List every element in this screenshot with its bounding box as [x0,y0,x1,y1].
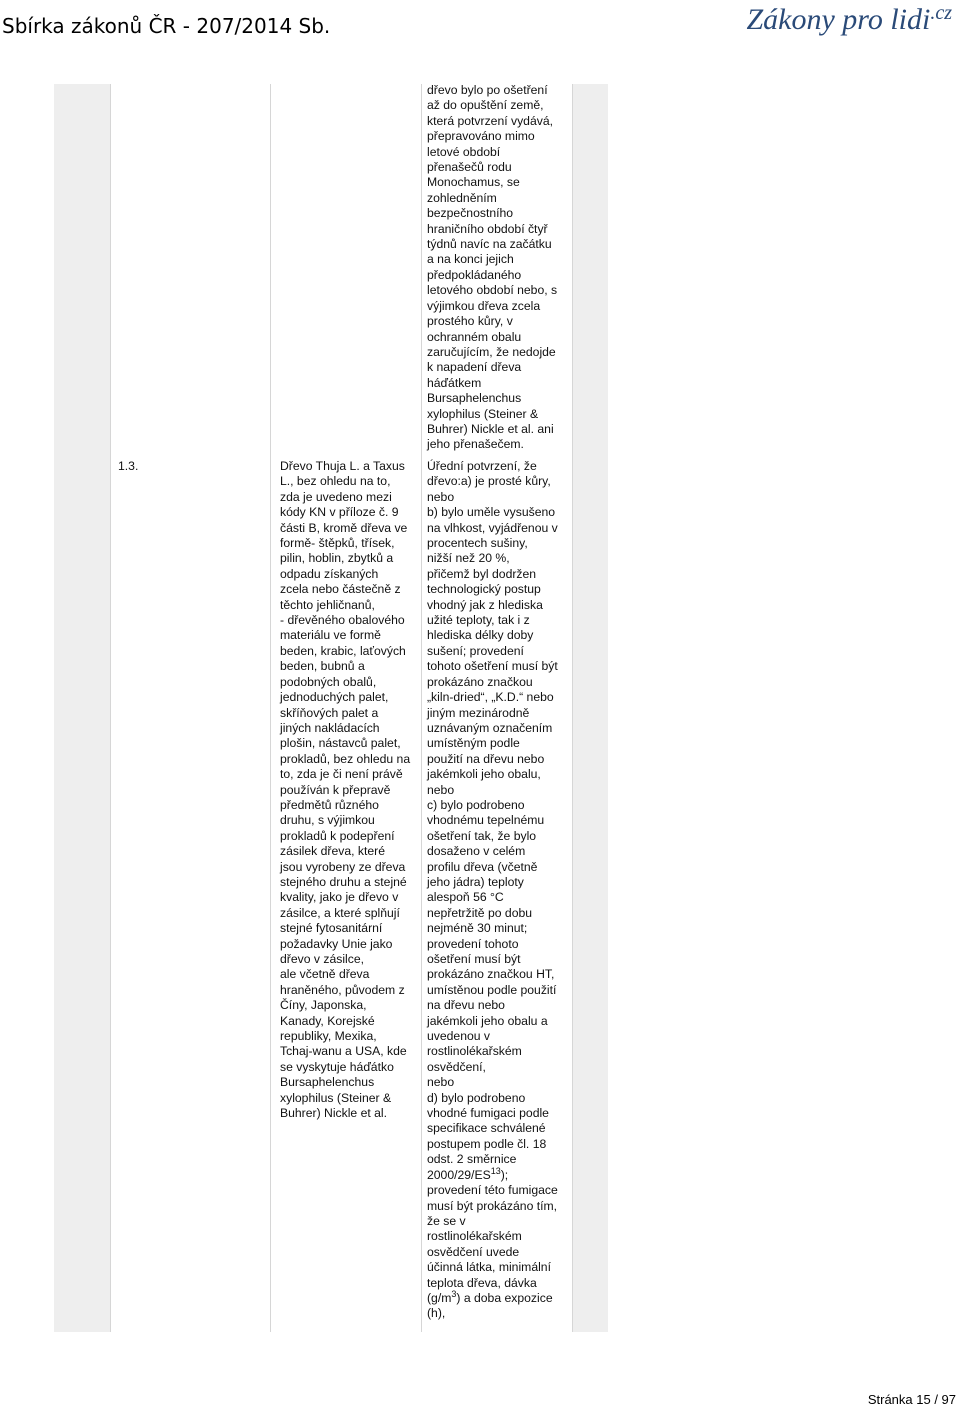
requirement-continuation: dřevo bylo po ošetření až do opuštění země, která potvrzení vydává, přepravováno mimo letové období přenašečů rodu Monochamus, se zohledněním bezpečnostního hraničního období čtyř týdnů navíc na začátku a na konci jejich předpokládaného letového období nebo, s výjimkou dřeva zcela prostého kůry, v ochranném obalu zaručujícím, že nedojde k napadení dřeva háďátkem Bursaphelenchus xylophilus (Steiner & Buhrer) Nickle et al. ani jeho přenašečem. [427,83,558,452]
table-column-blank-left [54,84,110,1332]
footnote-reference[interactable]: 13 [490,1165,501,1176]
table-column-blank-right [573,84,608,1332]
column-divider [270,84,271,1332]
document-title: Sbírka zákonů ČR - 207/2014 Sb. [2,14,331,38]
requirement-text-part3: ) a doba expozice (h), [427,1290,553,1321]
requirement-text-part1: Úřední potvrzení, že dřevo:a) je prosté kůry, nebo b) bylo uměle vysušeno na vlhkost, vyjádřenou v procentech sušiny, nižší než 20 %, přičemž byl dodržen technologický postup vhodný jak z hlediska užité teploty, tak i z hlediska délky doby sušení; provedení tohoto ošetření musí být prokázáno značkou „kiln-dried“, „K.D.“ nebo jiným mezinárodně uznávaným označením umístěným podle použití na dřevu nebo jakémkoli jeho obalu, nebo c) bylo podrobeno vhodnému tepelnému ošetření tak, že bylo dosaženo v celém profilu dřeva (včetně jeho jádra) teploty alespoň 56 °C nepřetržitě po dobu nejméně 30 minut; provedení tohoto ošetření musí být prokázáno značkou HT, umístěnou podle použití na dřevu nebo jakémkoli jeho obalu a uvedenou v rostlinolékařském osvědčení, nebo d) bylo podrobeno vhodné fumigaci podle specifikace schválené postupem podle čl. 18 odst. 2 směrnice 2000/29/ES [427,459,558,1182]
row-number: 1.3. [118,459,139,473]
row-description: Dřevo Thuja L. a Taxus L., bez ohledu na to, zda je uvedeno mezi kódy KN v příloze č. 9 části B, kromě dřeva ve formě- štěpků, třísek, pilin, hoblin, zbytků a odpadu získaných zcela nebo částečně z těchto jehličnanů, - dřevěného obalového materiálu ve formě beden, krabic, laťových beden, bubnů a podobných obalů, jednoduchých palet, skříňových palet a jiných nakládacích plošin, nástavců palet, prokladů, bez ohledu na to, zda je či není právě používán k přepravě předmětů různého druhu, s výjimkou prokladů k podepření zásilek dřeva, které jsou vyrobeny ze dřeva stejného druhu a stejné kvality, jako je dřevo v zásilce, a které splňují stejné fytosanitární požadavky Unie jako dřevo v zásilce, ale včetně dřeva hraněného, původem z Číny, Japonska, Kanady, Korejské republiky, Mexika, Tchaj-wanu a USA, kde se vyskytuje háďátko Bursaphelenchus xylophilus (Steiner & Buhrer) Nickle et al. [280,459,411,1121]
page-header [0,0,960,52]
row-requirement [427,459,573,1322]
requirement-text-part2: ); provedení této fumigace musí být prokázáno tím, že se v rostlinolékařském osvědčení uvede účinná látka, minimální teplota dřeva, dávka (g/m [427,1167,558,1305]
table-column-number [111,84,270,1332]
unit-exponent: 3 [451,1288,457,1299]
site-logo[interactable] [746,2,952,37]
logo-tld: .cz [930,2,952,24]
page-number: Stránka 15 / 97 [867,1392,956,1407]
logo-text: Zákony pro lidi [746,3,931,36]
column-divider [110,84,111,1332]
